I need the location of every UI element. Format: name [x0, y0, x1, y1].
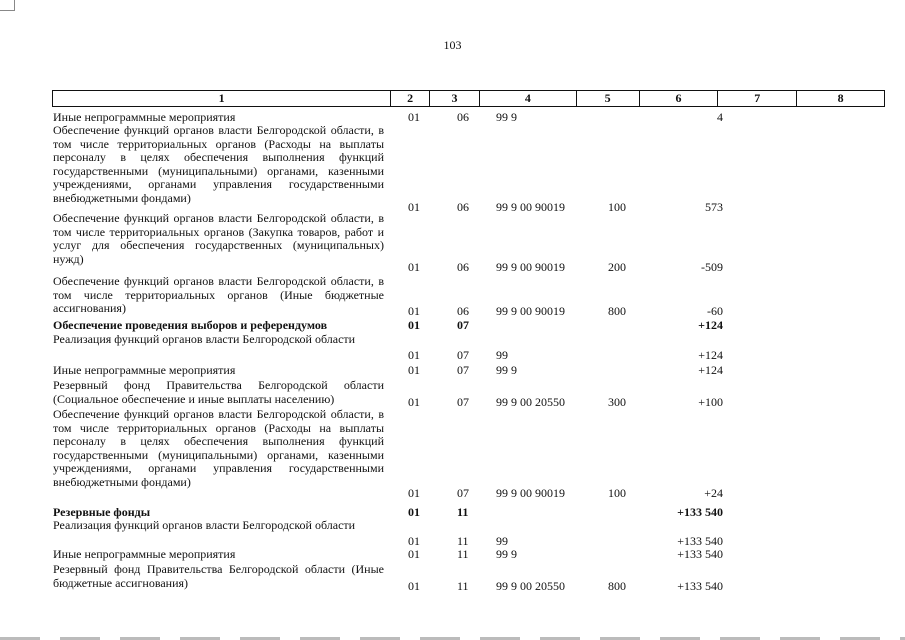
- row-subsection: 07: [457, 486, 469, 500]
- header-col-1: 1: [53, 91, 391, 106]
- row-section: 01: [408, 363, 420, 377]
- row-amount: +124: [698, 348, 723, 362]
- row-subsection: 11: [457, 579, 469, 593]
- header-col-5: 5: [577, 91, 640, 106]
- row-target-article: 99 9 00 20550: [496, 395, 565, 409]
- header-col-2: 2: [391, 91, 430, 106]
- row-section: 01: [408, 505, 420, 519]
- row-name: Обеспечение функций органов власти Белгородской области, в том числе территориальных органов (Иные бюджетные ассигнования): [53, 274, 384, 315]
- row-name: Обеспечение функций органов власти Белгородской области, в том числе территориальных органов (Расходы на выплаты персоналу в целях обеспечения выполнения функций государственными (муниципальными) органами, казенными учреждениями, органами управления государственными внебюджетными фондами): [53, 407, 384, 489]
- row-amount: +133 540: [677, 547, 723, 561]
- row-target-article: 99 9: [496, 110, 517, 124]
- row-amount: -509: [701, 260, 723, 274]
- row-amount: +133 540: [677, 579, 723, 593]
- row-name: Иные непрограммные мероприятия: [53, 110, 236, 124]
- row-name: Иные непрограммные мероприятия: [53, 363, 236, 377]
- header-col-4: 4: [480, 91, 577, 106]
- row-amount: 573: [705, 200, 723, 214]
- header-col-3: 3: [430, 91, 480, 106]
- row-name: Резервные фонды: [53, 505, 151, 519]
- row-section: 01: [408, 395, 420, 409]
- row-name: Обеспечение проведения выборов и референдумов: [53, 318, 328, 332]
- header-col-6: 6: [640, 91, 719, 106]
- row-subsection: 11: [457, 547, 469, 561]
- row-target-article: 99 9 00 90019: [496, 260, 565, 274]
- row-expense-type: 300: [608, 395, 626, 409]
- row-subsection: 06: [457, 304, 469, 318]
- row-name: Резервный фонд Правительства Белгородской области (Иные бюджетные ассигнования): [53, 562, 384, 590]
- row-amount: +133 540: [677, 534, 723, 548]
- row-amount: 4: [717, 110, 723, 124]
- row-section: 01: [408, 260, 420, 274]
- row-amount: +100: [698, 395, 723, 409]
- row-section: 01: [408, 200, 420, 214]
- row-target-article: 99 9 00 90019: [496, 304, 565, 318]
- row-subsection: 07: [457, 348, 469, 362]
- row-amount: -60: [707, 304, 723, 318]
- row-name: Резервный фонд Правительства Белгородской области (Социальное обеспечение и иные выплаты населению): [53, 378, 384, 406]
- row-target-article: 99 9 00 90019: [496, 200, 565, 214]
- row-section: 01: [408, 534, 420, 548]
- row-target-article: 99: [496, 348, 508, 362]
- row-subsection: 06: [457, 260, 469, 274]
- row-name: Обеспечение функций органов власти Белгородской области, в том числе территориальных органов (Закупка товаров, работ и услуг для обеспечения государственных (муниципальных) нужд): [53, 211, 384, 266]
- row-amount: +24: [704, 486, 723, 500]
- row-target-article: 99: [496, 534, 508, 548]
- row-name: Реализация функций органов власти Белгородской области: [53, 332, 356, 346]
- header-col-8: 8: [837, 91, 844, 105]
- row-expense-type: 200: [608, 260, 626, 274]
- row-expense-type: 100: [608, 200, 626, 214]
- row-subsection: 06: [457, 110, 469, 124]
- row-expense-type: 800: [608, 304, 626, 318]
- row-expense-type: 800: [608, 579, 626, 593]
- row-section: 01: [408, 486, 420, 500]
- row-amount: +133 540: [677, 505, 723, 519]
- row-subsection: 11: [457, 505, 469, 519]
- row-target-article: 99 9: [496, 547, 517, 561]
- row-subsection: 07: [457, 363, 469, 377]
- page-number: 103: [443, 38, 462, 52]
- scan-corner-mark: [0, 0, 15, 11]
- row-subsection: 11: [457, 534, 469, 548]
- row-section: 01: [408, 348, 420, 362]
- table-header: [52, 90, 885, 107]
- header-col-7: 7: [718, 91, 797, 106]
- row-name: Иные непрограммные мероприятия: [53, 547, 236, 561]
- row-subsection: 06: [457, 200, 469, 214]
- row-target-article: 99 9: [496, 363, 517, 377]
- row-section: 01: [408, 304, 420, 318]
- row-expense-type: 100: [608, 486, 626, 500]
- row-section: 01: [408, 579, 420, 593]
- row-target-article: 99 9 00 20550: [496, 579, 565, 593]
- row-amount: +124: [698, 318, 723, 332]
- row-subsection: 07: [457, 395, 469, 409]
- row-target-article: 99 9 00 90019: [496, 486, 565, 500]
- row-section: 01: [408, 547, 420, 561]
- row-section: 01: [408, 318, 420, 332]
- row-amount: +124: [698, 363, 723, 377]
- row-section: 01: [408, 110, 420, 124]
- row-name: Реализация функций органов власти Белгородской области: [53, 518, 356, 532]
- row-name: Обеспечение функций органов власти Белгородской области, в том числе территориальных органов (Расходы на выплаты персоналу в целях обеспечения выполнения функций государственными (муниципальными) органами, казенными учреждениями, органами управления государственными внебюджетными фондами): [53, 123, 384, 205]
- row-subsection: 07: [457, 318, 469, 332]
